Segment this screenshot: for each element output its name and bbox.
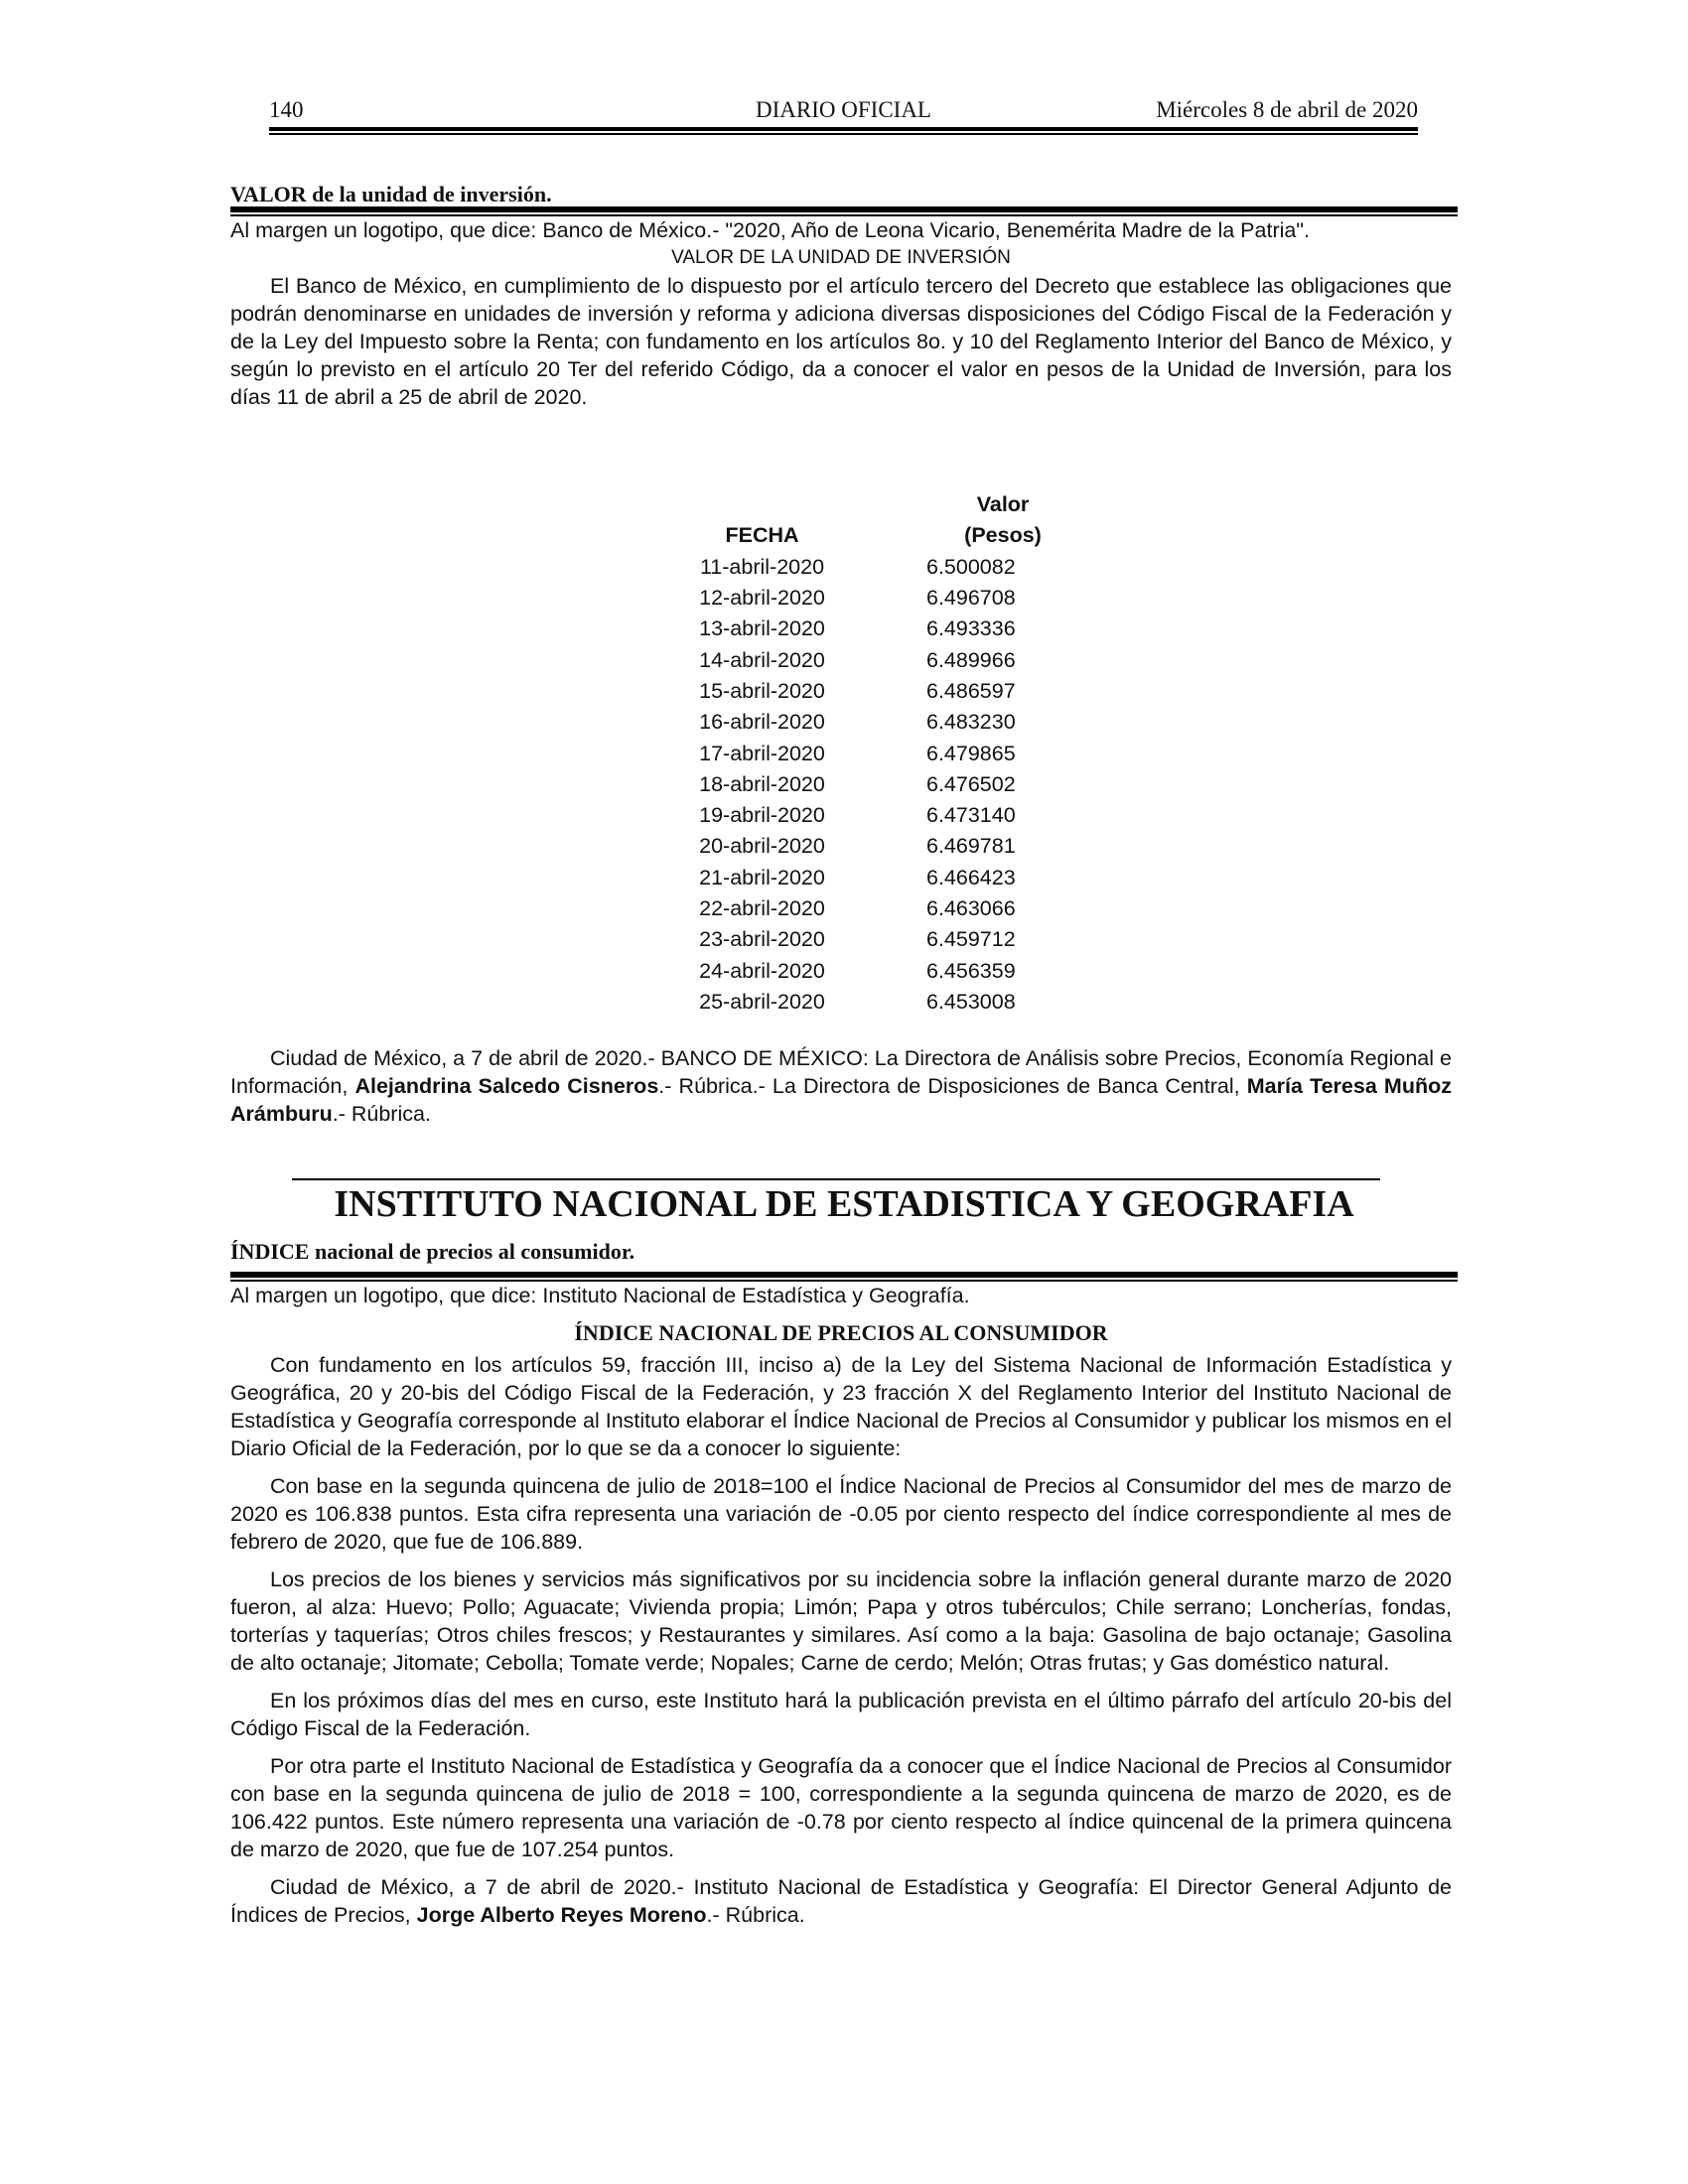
udi-table-row — [675, 644, 1085, 675]
udi-header-pesos: (Pesos) — [964, 523, 1042, 548]
udi-table-row — [675, 893, 1085, 924]
inpc-paragraph: Los precios de los bienes y servicios más significativos por su incidencia sobre la inflación general durante marzo de 2020 fueron, al alza: Huevo; Pollo; Aguacate; Vivienda propia; Limón; Papa y otros tubérculos; Chile serrano; Loncherías, fondas, torterías y taquerías; Otros chiles frescos; y Restaurantes y similares. Así como a la baja: Gasolina de bajo octanaje; Gasolina de alto octanaje; Jitomate; Cebolla; Tomate verde; Nopales; Carne de cerdo; Melón; Otras frutas; y Gas doméstico natural. — [230, 1568, 1452, 1675]
udi-header-fecha: FECHA — [725, 523, 799, 548]
udi-signer-1: Alejandrina Salcedo Cisneros — [354, 1074, 659, 1098]
udi-margin-note: Al margen un logotipo, que dice: Banco de México.- "2020, Año de Leona Vicario, Benemérita Madre de la Patria". — [230, 218, 1310, 242]
udi-sig-part1: Ciudad de México, a 7 de abril de 2020.- BANCO DE MÉXICO: La Directora de Análisis sobre Precios, Economía Regional e Información, — [230, 1046, 1452, 1098]
udi-value-cell: 6.500082 — [926, 554, 1016, 579]
inpc-paragraph: En los próximos días del mes en curso, este Instituto hará la publicación prevista en el último párrafo del artículo 20-bis del Código Fiscal de la Federación. — [230, 1689, 1452, 1740]
inpc-title-cap: ÍNDICE — [230, 1239, 310, 1264]
inpc-margin-note: Al margen un logotipo, que dice: Instituto Nacional de Estadística y Geografía. — [230, 1284, 970, 1307]
udi-value-cell: 6.493336 — [926, 616, 1016, 641]
udi-value-cell: 6.463066 — [926, 896, 1016, 920]
udi-section-rule — [230, 206, 1458, 216]
udi-date-cell: 15-abril-2020 — [699, 678, 825, 703]
institution-rule — [292, 1178, 1380, 1180]
udi-table-body — [675, 552, 1085, 1018]
udi-date-cell: 24-abril-2020 — [699, 958, 825, 983]
udi-value-cell: 6.486597 — [926, 678, 1016, 703]
udi-intro: El Banco de México, en cumplimiento de lo dispuesto por el artículo tercero del Decreto que establece las obligaciones que podrán denominarse en unidades de inversión y reforma y adiciona diversas disposiciones del Código Fiscal de la Federación y de la Ley del Impuesto sobre la Renta; con fundamento en los artículos 8o. y 10 del Reglamento Interior del Banco de México, y según lo previsto en el artículo 20 Ter del referido Código, da a conocer el valor en pesos de la Unidad de Inversión, para los días 11 de abril a 25 de abril de 2020. — [230, 274, 1452, 409]
udi-table-row — [675, 955, 1085, 986]
udi-table-row — [675, 924, 1085, 955]
udi-date-cell: 12-abril-2020 — [699, 586, 825, 611]
udi-title-cap: VALOR — [230, 182, 307, 206]
publication-date: Miércoles 8 de abril de 2020 — [1156, 97, 1418, 122]
udi-body-top — [230, 216, 1452, 411]
udi-table-row — [675, 987, 1085, 1018]
udi-heading: VALOR DE LA UNIDAD DE INVERSIÓN — [671, 247, 1011, 268]
udi-date-cell: 14-abril-2020 — [699, 647, 825, 672]
udi-table-row — [675, 614, 1085, 644]
udi-table-row — [675, 676, 1085, 707]
udi-value-cell: 6.469781 — [926, 834, 1016, 859]
udi-date-cell: 21-abril-2020 — [699, 865, 825, 889]
udi-table-row — [675, 707, 1085, 738]
udi-title-rest: de la unidad de inversión. — [306, 182, 552, 206]
inpc-sig-part1: Ciudad de México, a 7 de abril de 2020.- Instituto Nacional de Estadística y Geografía: El Director General Adjunto de Índices de Precios, — [230, 1875, 1452, 1927]
udi-signature-block — [230, 1044, 1452, 1128]
udi-date-cell: 23-abril-2020 — [699, 927, 825, 952]
udi-section-title — [230, 181, 552, 208]
inpc-signature — [230, 1873, 1452, 1929]
inpc-paragraph: Por otra parte el Instituto Nacional de Estadística y Geografía da a conocer que el Índice Nacional de Precios al Consumidor con base en la segunda quincena de julio de 2018 = 100, correspondiente a la segunda quincena de marzo de 2020, es de 106.422 puntos. Este número representa una variación de -0.78 por ciento respecto al índice quincenal de la primera quincena de marzo de 2020, que fue de 107.254 puntos. — [230, 1754, 1452, 1861]
udi-table-row — [675, 583, 1085, 614]
udi-date-cell: 18-abril-2020 — [699, 771, 825, 796]
udi-header-empty — [675, 489, 849, 520]
udi-date-cell: 19-abril-2020 — [699, 803, 825, 828]
udi-table-row — [675, 552, 1085, 583]
udi-value-cell: 6.496708 — [926, 586, 1016, 611]
institution-title: INSTITUTO NACIONAL DE ESTADISTICA Y GEOGRAFIA — [334, 1183, 1354, 1225]
udi-table-row — [675, 769, 1085, 800]
udi-date-cell: 22-abril-2020 — [699, 896, 825, 920]
inpc-signer: Jorge Alberto Reyes Moreno — [416, 1903, 707, 1927]
udi-table-header-row-1 — [675, 489, 1085, 520]
header-rule — [269, 127, 1418, 135]
udi-table-header-row-2 — [675, 520, 1085, 551]
udi-table-row — [675, 831, 1085, 862]
page-number: 140 — [269, 97, 304, 122]
udi-date-cell: 25-abril-2020 — [699, 989, 825, 1014]
udi-signature — [230, 1044, 1452, 1128]
udi-table — [675, 489, 1085, 1018]
udi-date-cell: 16-abril-2020 — [699, 710, 825, 735]
inpc-title-rest: nacional de precios al consumidor. — [309, 1239, 635, 1264]
udi-table-row — [675, 738, 1085, 768]
udi-date-cell: 17-abril-2020 — [699, 741, 825, 765]
udi-value-cell: 6.473140 — [926, 803, 1016, 828]
publication-title: DIARIO OFICIAL — [756, 97, 931, 122]
running-header — [269, 95, 1418, 125]
inpc-paragraph: Con fundamento en los artículos 59, fracción III, inciso a) de la Ley del Sistema Nacional de Información Estadística y Geográfica, 20 y 20-bis del Código Fiscal de la Federación, y 23 fracción X del Reglamento Interior del Instituto Nacional de Estadística y Geografía corresponde al Instituto elaborar el Índice Nacional de Precios al Consumidor y publicar los mismos en el Diario Oficial de la Federación, por lo que se da a conocer lo siguiente: — [230, 1353, 1452, 1460]
udi-header-valor: Valor — [976, 492, 1030, 517]
udi-value-cell: 6.483230 — [926, 710, 1016, 735]
inpc-paragraph: Con base en la segunda quincena de julio de 2018=100 el Índice Nacional de Precios al Consumidor del mes de marzo de 2020 es 106.838 puntos. Esta cifra representa una variación de -0.05 por ciento respecto del índice correspondiente al mes de febrero de 2020, que fue de 106.889. — [230, 1474, 1452, 1554]
udi-date-cell: 20-abril-2020 — [699, 834, 825, 859]
udi-table-row — [675, 863, 1085, 893]
udi-sig-part3: .- Rúbrica. — [332, 1102, 431, 1126]
udi-value-cell: 6.453008 — [926, 989, 1016, 1014]
udi-value-cell: 6.476502 — [926, 771, 1016, 796]
udi-value-cell: 6.456359 — [926, 958, 1016, 983]
inpc-section-rule — [230, 1272, 1458, 1282]
inpc-body — [230, 1282, 1452, 1929]
udi-table-row — [675, 800, 1085, 831]
inpc-section-title — [230, 1238, 634, 1266]
inpc-heading: ÍNDICE NACIONAL DE PRECIOS AL CONSUMIDOR — [574, 1320, 1108, 1345]
udi-value-cell: 6.489966 — [926, 647, 1016, 672]
udi-sig-part2: .- Rúbrica.- La Directora de Disposiciones de Banca Central, — [658, 1074, 1247, 1098]
udi-signer-2: María Teresa Muñoz Arámburu — [230, 1074, 1452, 1126]
udi-value-cell: 6.459712 — [926, 927, 1016, 952]
inpc-sig-part2: .- Rúbrica. — [706, 1903, 805, 1927]
udi-date-cell: 11-abril-2020 — [699, 554, 825, 579]
udi-value-cell: 6.479865 — [926, 741, 1016, 765]
udi-value-cell: 6.466423 — [926, 865, 1016, 889]
udi-date-cell: 13-abril-2020 — [699, 616, 825, 641]
